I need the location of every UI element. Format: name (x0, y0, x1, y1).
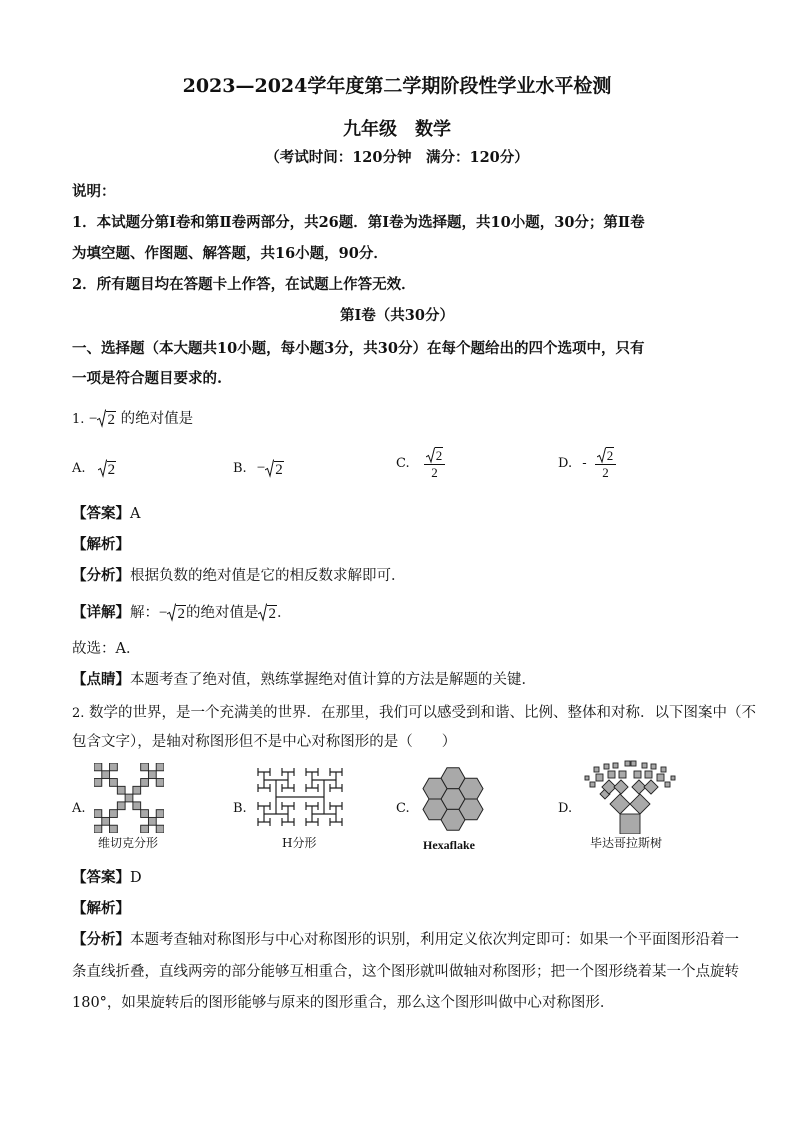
sqrt-symbol: 2 (597, 446, 615, 464)
exam-title: 2023—2024学年度第二学期阶段性学业水平检测 (182, 75, 612, 97)
sqrt-symbol: 2 (167, 602, 186, 624)
q2-analysis-label: 【解析】 (72, 900, 130, 917)
exam-info: （考试时间：120分钟 满分：120分） (265, 149, 529, 166)
q2-option-c-caption: Hexaflake (423, 838, 475, 852)
q2-stem-line1: 2. 数学的世界，是一个充满美的世界．在那里，我们可以感受到和谐、比例、整体和对称．以下图案中（不 (72, 705, 757, 721)
hexaflake-figure (416, 758, 490, 840)
sqrt-symbol: 2 (98, 458, 117, 479)
section-title: 第Ⅰ卷（共30分） (340, 307, 454, 324)
q1-minus: − (89, 411, 98, 427)
q2-option-d-caption: 毕达哥拉斯树 (590, 836, 663, 850)
section-heading-line2: 一项是符合题目要求的. (72, 370, 223, 387)
q2-fenxi-line3: 180°，如果旋转后的图形能够与原来的图形重合，那么这个图形叫做中心对称图形． (72, 995, 615, 1011)
sqrt-symbol: 2 (258, 602, 277, 624)
q1-stem-text: 的绝对值是 (120, 411, 194, 427)
instruction-1-line2: 为填空题、作图题、解答题，共16小题，90分． (72, 245, 388, 262)
q1-number: 1. (72, 412, 85, 427)
q2-option-d-label: D. (558, 801, 573, 816)
instruction-1-line1: 1．本试题分第Ⅰ卷和第Ⅱ卷两部分，共26题．第Ⅰ卷为选择题，共10小题，30分；第Ⅱ卷 (72, 214, 645, 231)
q1-stem (72, 408, 193, 430)
instructions-label: 说明： (72, 183, 116, 200)
q2-fenxi-line2: 条直线折叠，直线两旁的部分能够互相重合，这个图形就叫做轴对称图形；把一个图形绕着某一个点旋转 (72, 964, 739, 980)
q1-option-d: D. - $\frac{2}{2}$ (558, 446, 616, 481)
q2-fenxi-line1: 【分析】本题考查轴对称图形与中心对称图形的识别，利用定义依次判定即可：如果一个平面图形沿着一 (72, 931, 739, 948)
q2-option-c-label: C. (396, 801, 410, 816)
q1-option-a: A. 2 (72, 458, 116, 479)
q1-detail: 【详解】解：− 2的绝对值是 2． (72, 604, 292, 622)
sqrt-symbol: 2 (426, 446, 444, 464)
q1-option-c: C. $\frac{2}{2}$ (396, 446, 445, 481)
q2-answer: 【答案】D (72, 869, 142, 886)
q1-analysis-label: 【解析】 (72, 536, 130, 553)
q1-option-b: B. − 2 (233, 460, 283, 478)
instruction-2: 2．所有题目均在答题卡上作答，在试题上作答无效． (72, 276, 416, 293)
sqrt-symbol: 2 (265, 458, 284, 479)
q1-fenxi: 【分析】根据负数的绝对值是它的相反数求解即可． (72, 567, 406, 584)
pythagoras-tree-figure (580, 760, 680, 834)
q2-option-a-label: A. (72, 801, 86, 816)
q1-choose: 故选：A． (72, 641, 141, 657)
q1-comment: 【点睛】本题考查了绝对值，熟练掌握绝对值计算的方法是解题的关键． (72, 671, 536, 688)
vicsek-fractal-figure (94, 763, 164, 833)
q2-stem-line2: 包含文字），是轴对称图形但不是中心对称图形的是（ ） (72, 734, 457, 750)
q2-option-b-caption: H分形 (282, 836, 317, 850)
q2-option-b-label: B. (233, 801, 247, 816)
q2-option-a-caption: 维切克分形 (98, 836, 159, 850)
q1-answer: 【答案】A (72, 505, 141, 522)
exam-subtitle: 九年级 数学 (343, 119, 451, 140)
sqrt-symbol: 2 (97, 408, 116, 430)
section-heading-line1: 一、选择题（本大题共10小题，每小题3分，共30分）在每个题给出的四个选项中，只有 (72, 340, 645, 357)
h-fractal-figure (252, 763, 348, 831)
